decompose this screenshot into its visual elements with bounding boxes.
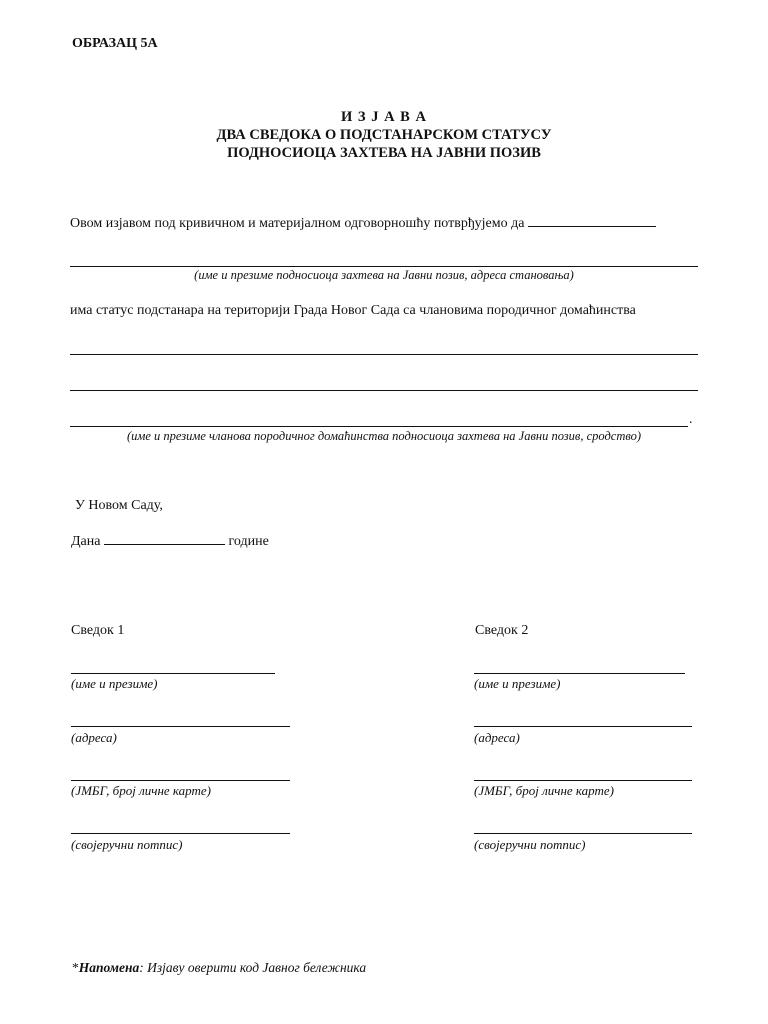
place-text: У Новом Саду, (75, 498, 163, 513)
footnote-label: Напомена (78, 960, 140, 975)
witness-1-id-caption: (ЈМБГ, број личне карте) (71, 783, 211, 798)
witness-1-id-line[interactable] (71, 780, 290, 781)
witness-1-address-line[interactable] (71, 726, 290, 727)
date-field[interactable] (104, 534, 225, 545)
footnote-asterisk: * (72, 960, 79, 975)
witness-1-label: Сведок 1 (71, 623, 125, 638)
witness-2-id-caption: (ЈМБГ, број личне карте) (474, 783, 614, 798)
date-row (71, 534, 269, 550)
witness-2-signature-line[interactable] (474, 833, 692, 834)
witness-1-name-caption: (име и презиме) (71, 676, 158, 691)
form-code: ОБРАЗАЦ 5А (72, 36, 158, 51)
members-caption: (име и презиме чланова породичног домаћинства подносиоца захтева на Јавни позив, сродство) (126, 429, 642, 443)
document-subtitle-line2: ПОДНОСИОЦА ЗАХТЕВА НА ЈАВНИ ПОЗИВ (227, 145, 541, 161)
date-suffix: године (228, 534, 269, 549)
applicant-name-field[interactable] (528, 216, 656, 227)
witness-2-id-line[interactable] (474, 780, 692, 781)
witness-1-signature-line[interactable] (71, 833, 290, 834)
witness-2-signature-caption: (својеручни потпис) (474, 837, 586, 852)
footnote-text: : Изјаву оверити код Јавног бележника (139, 960, 367, 975)
member-line-3[interactable] (70, 426, 688, 427)
witness-2-label: Сведок 2 (475, 623, 529, 638)
footnote (72, 960, 366, 976)
member-line-1[interactable] (70, 354, 698, 355)
tenant-status-text: има статус подстанара на територији Града Новог Сада са члановима породичног домаћинства (70, 303, 636, 318)
witness-2-name-line[interactable] (474, 673, 685, 674)
witness-1-signature-caption: (својеручни потпис) (71, 837, 183, 852)
document-title: И З Ј А В А (341, 109, 427, 125)
statement-row (70, 216, 656, 232)
statement-text: Овом изјавом под кривичном и материјалном одговорношћу потврђујемо да (70, 216, 525, 231)
member-line-period: . (689, 412, 693, 427)
member-line-2[interactable] (70, 390, 698, 391)
date-prefix: Дана (71, 534, 101, 549)
document-subtitle-line1: ДВА СВЕДОКА О ПОДСТАНАРСКОМ СТАТУСУ (216, 127, 552, 143)
applicant-address-line[interactable] (70, 266, 698, 267)
witness-1-address-caption: (адреса) (71, 730, 117, 745)
witness-2-address-line[interactable] (474, 726, 692, 727)
witness-1-name-line[interactable] (71, 673, 275, 674)
applicant-caption: (име и презиме подносиоца захтева на Јавни позив, адреса становања) (194, 268, 574, 282)
witness-2-address-caption: (адреса) (474, 730, 520, 745)
witness-2-name-caption: (име и презиме) (474, 676, 561, 691)
